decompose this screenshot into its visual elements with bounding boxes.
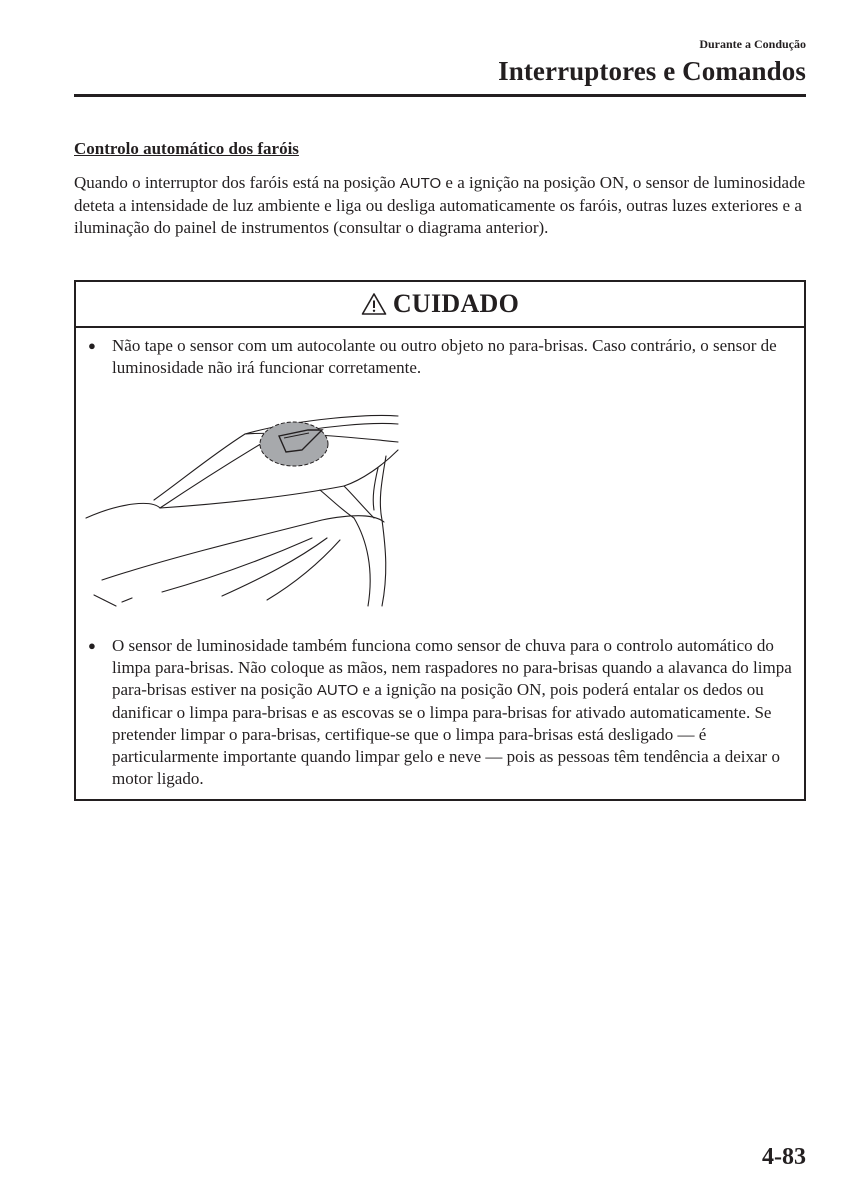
- header-section-label: Durante a Condução: [699, 37, 806, 51]
- auto-position-label: AUTO: [399, 175, 442, 192]
- auto-position-label: AUTO: [316, 682, 359, 699]
- bullet-2-text-after: e a ignição na posição ON, pois poderá entalar os dedos ou danificar o limpa para-brisas e as escovas se o limpa para-brisas for ativado automaticamente. Se pretender limpar o para-brisas, certifique-se que o limpa para-brisas está desligado — é particularmente importante quando limpar gelo e neve — pois as pessoas têm tendência a deixar o motor ligado.: [112, 680, 780, 788]
- section-subheading: Controlo automático dos faróis: [74, 139, 299, 158]
- caution-box: [74, 280, 806, 801]
- page-number: 4-83: [762, 1144, 806, 1170]
- caution-title: CUIDADO: [392, 289, 520, 318]
- bullet-marker: ●: [88, 338, 96, 353]
- caution-header: [76, 282, 804, 328]
- page-title: Interruptores e Comandos: [498, 56, 806, 86]
- intro-paragraph: [74, 172, 806, 239]
- bullet-text: Não tape o sensor com um autocolante ou outro objeto no para-brisas. Caso contrário, o sensor de luminosidade não irá funcionar corretamente.: [112, 336, 777, 377]
- warning-triangle-icon: [361, 292, 387, 316]
- windshield-sensor-illustration: [82, 410, 402, 610]
- bullet-marker: ●: [88, 638, 96, 653]
- caution-bullet-2: [86, 635, 792, 790]
- bullet-text: [112, 635, 792, 790]
- intro-text-before: Quando o interruptor dos faróis está na posição: [74, 173, 400, 192]
- caution-bullet-1: [86, 335, 792, 379]
- intro-text-after: e a ignição na posição ON, o sensor de luminosidade deteta a intensidade de luz ambiente e liga ou desliga automaticamente os faróis, outras luzes exteriores e a iluminação do painel de instrumentos (consultar o diagrama anterior).: [74, 173, 806, 237]
- header-rule: [74, 94, 806, 97]
- bullet-2-text-before: O sensor de luminosidade também funciona como sensor de chuva para o controlo automático do limpa para-brisas. Não coloque as mãos, nem raspadores no para-brisas quando a alavanca do limpa para-brisas estiver na posição: [112, 636, 792, 699]
